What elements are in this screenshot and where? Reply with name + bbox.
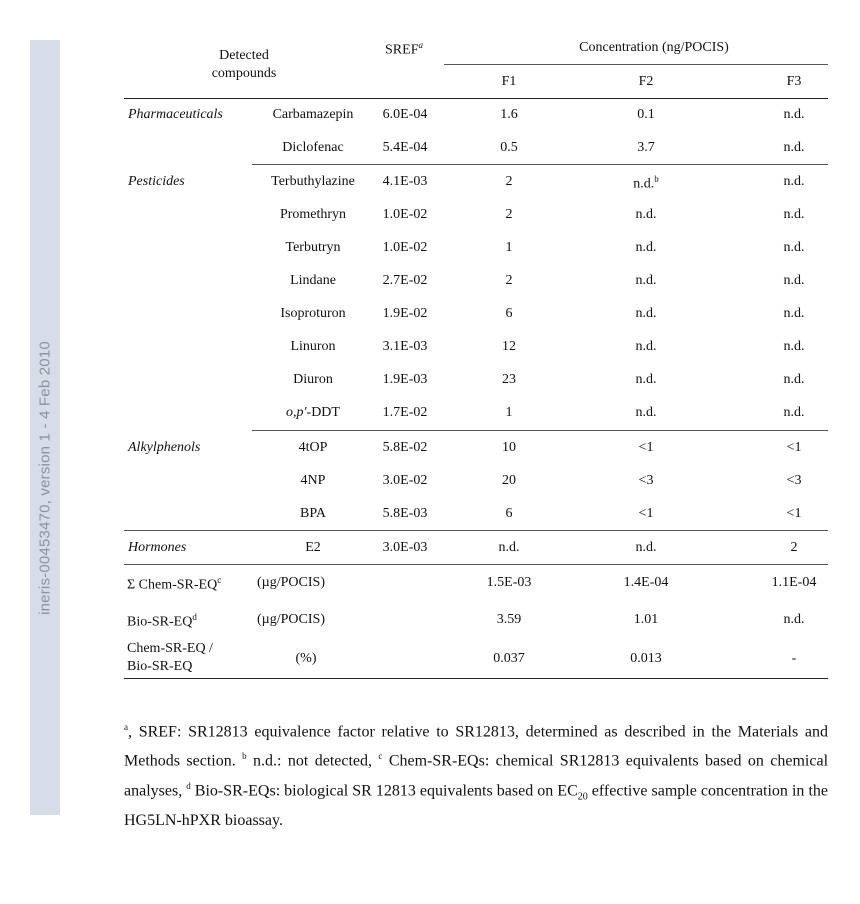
cell-compound: BPA — [300, 506, 326, 521]
summary-f3: 1.1E-04 — [771, 575, 817, 590]
cell-f1: 12 — [502, 339, 516, 354]
cell-f3: n.d. — [783, 306, 805, 321]
cell-f1: 2 — [505, 174, 513, 189]
cell-f3: n.d. — [783, 372, 805, 387]
summary-f2: 0.013 — [630, 651, 662, 666]
summary-f2: 1.4E-04 — [623, 575, 669, 590]
cell-sref: 1.0E-02 — [382, 240, 428, 255]
section-rule — [124, 530, 828, 531]
section-rule — [252, 430, 828, 431]
cell-f2: n.d. — [635, 405, 657, 420]
cell-f1: 2 — [505, 207, 513, 222]
cell-sref: 3.0E-03 — [382, 540, 428, 555]
header-sub-rule — [444, 64, 828, 65]
cell-f1: 6 — [505, 506, 513, 521]
cell-sref: 5.4E-04 — [382, 140, 428, 155]
header-concentration: Concentration (ng/POCIS) — [579, 40, 729, 55]
cell-f1: 0.5 — [500, 140, 518, 155]
summary-f2: 1.01 — [633, 612, 659, 627]
cell-f2: <3 — [638, 473, 654, 488]
cell-f2: n.d. — [635, 306, 657, 321]
summary-unit: (µg/POCIS) — [257, 575, 325, 590]
summary-label: Σ Chem-$SR-EQ^c$ — [127, 575, 222, 593]
cell-f2: <1 — [638, 506, 654, 521]
table-bottom-rule — [124, 678, 828, 679]
cell-f3: n.d. — [783, 107, 805, 122]
cell-f2: n.d. — [635, 240, 657, 255]
summary-f3: n.d. — [783, 612, 805, 627]
cell-f2: n.d. — [635, 273, 657, 288]
cell-f3: n.d. — [783, 174, 805, 189]
cell-sref: 1.0E-02 — [382, 207, 428, 222]
summary-f1: 0.037 — [493, 651, 525, 666]
cell-f2: n.d.$^b$ — [633, 174, 659, 192]
header-f3: F3 — [786, 74, 802, 89]
table-footnote: $^a$, SREF: SR12813 equivalence factor relative to SR12813, determined as described in the Materials and Methods section. $^b$ n.d.: not detected, $^c$ Chem-SR-EQs: chemical SR12813 equivalents based on chemical analyses, $^d$ Bio-SR-EQs: biological SR 12813 equivalents based on $EC_{20}$ effective sample concentration in the HG5LN-hPXR bioassay. — [124, 722, 829, 830]
cell-f2: n.d. — [635, 207, 657, 222]
header-sref: SREF$^a$ — [385, 40, 423, 58]
summary-unit: (%) — [295, 651, 317, 666]
header-rule — [124, 98, 828, 99]
summary-f1: 3.59 — [496, 612, 522, 627]
cell-f1: 2 — [505, 273, 513, 288]
group-hormones: Hormones — [128, 540, 187, 555]
cell-f2: 3.7 — [637, 140, 655, 155]
archive-version-label: ineris-00453470, version 1 - 4 Feb 2010 — [36, 341, 54, 615]
cell-f1: 1.6 — [500, 107, 518, 122]
cell-f3: n.d. — [783, 207, 805, 222]
cell-f3: <3 — [786, 473, 802, 488]
cell-compound: Promethryn — [279, 207, 347, 222]
cell-compound: Diuron — [293, 372, 333, 387]
header-compounds: compounds — [211, 66, 277, 81]
cell-sref: 5.8E-03 — [382, 506, 428, 521]
cell-f1: 1 — [505, 405, 513, 420]
cell-compound: E2 — [305, 540, 321, 555]
cell-f3: n.d. — [783, 273, 805, 288]
cell-f3: <1 — [786, 506, 802, 521]
cell-sref: 4.1E-03 — [382, 174, 428, 189]
cell-compound: Terbutryn — [285, 240, 341, 255]
cell-f3: n.d. — [783, 405, 805, 420]
header-f2: F2 — [638, 74, 654, 89]
summary-f1: 1.5E-03 — [486, 575, 532, 590]
cell-sref: 5.8E-02 — [382, 440, 428, 455]
cell-f1: 6 — [505, 306, 513, 321]
cell-f3: n.d. — [783, 140, 805, 155]
cell-f3: <1 — [786, 440, 802, 455]
cell-sref: 6.0E-04 — [382, 107, 428, 122]
cell-f1: 1 — [505, 240, 513, 255]
cell-f1: n.d. — [498, 540, 520, 555]
cell-f2: n.d. — [635, 372, 657, 387]
cell-compound: Carbamazepin — [272, 107, 354, 122]
group-pesticides: Pesticides — [128, 174, 185, 189]
group-pharmaceuticals: Pharmaceuticals — [128, 107, 223, 122]
cell-f2: 0.1 — [637, 107, 655, 122]
cell-compound: 4tOP — [298, 440, 328, 455]
section-rule — [124, 564, 828, 565]
summary-f3: - — [791, 651, 797, 666]
cell-sref: 1.9E-02 — [382, 306, 428, 321]
summary-unit: (µg/POCIS) — [257, 612, 325, 627]
cell-compound: Linuron — [290, 339, 336, 354]
summary-label-line1: Chem-SR-EQ / — [127, 641, 213, 656]
cell-f1: 20 — [502, 473, 516, 488]
cell-f3: n.d. — [783, 240, 805, 255]
cell-compound: Diclofenac — [282, 140, 344, 155]
cell-f3: n.d. — [783, 339, 805, 354]
header-f1: F1 — [501, 74, 517, 89]
header-detected: Detected — [219, 48, 269, 63]
cell-compound: o,p'-DDT — [286, 405, 340, 420]
cell-compound: Terbuthylazine — [271, 174, 355, 189]
cell-sref: 2.7E-02 — [382, 273, 428, 288]
cell-f3: 2 — [790, 540, 798, 555]
group-alkylphenols: Alkylphenols — [128, 440, 201, 455]
cell-sref: 3.1E-03 — [382, 339, 428, 354]
cell-f2: n.d. — [635, 339, 657, 354]
cell-f1: 23 — [502, 372, 516, 387]
cell-f2: <1 — [638, 440, 654, 455]
cell-f2: n.d. — [635, 540, 657, 555]
cell-compound: 4NP — [300, 473, 326, 488]
cell-compound: Lindane — [290, 273, 336, 288]
summary-label-line2: Bio-SR-EQ — [127, 659, 193, 674]
cell-sref: 1.9E-03 — [382, 372, 428, 387]
cell-f1: 10 — [502, 440, 516, 455]
section-rule — [252, 164, 828, 165]
cell-sref: 3.0E-02 — [382, 473, 428, 488]
cell-sref: 1.7E-02 — [382, 405, 428, 420]
summary-label: Bio-$SR-EQ^d$ — [127, 612, 197, 630]
cell-compound: Isoproturon — [280, 306, 346, 321]
